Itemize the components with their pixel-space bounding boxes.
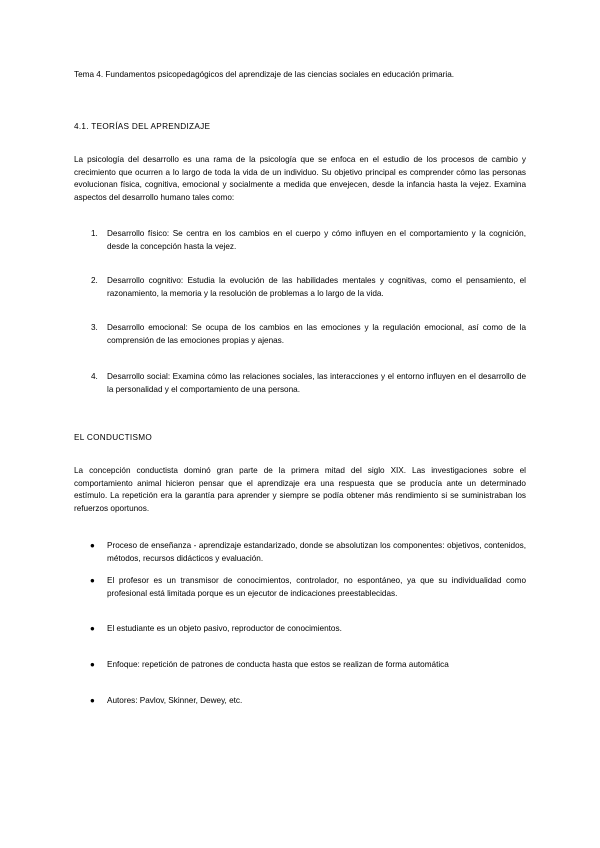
- section-heading-teorias: 4.1. TEORÍAS DEL APRENDIZAJE: [74, 122, 211, 131]
- conductismo-paragraph: La concepción conductista dominó gran parte de la primera mitad del siglo XIX. Las investigaciones sobre el comportamiento animal hicieron pensar que el aprendizaje era una respuesta que se producía ante un determinado estímulo. La repetición era la garantía para aprender y siempre se podía obtener más rendimiento si se suministraban los refuerzos oportunos.: [74, 466, 526, 514]
- bullet-item-estudiante: El estudiante es un objeto pasivo, reproductor de conocimientos.: [107, 624, 342, 633]
- list-item-number: 4.: [91, 372, 98, 381]
- section-heading-conductismo: EL CONDUCTISMO: [74, 433, 153, 442]
- bullet-item-profesor: El profesor es un transmisor de conocimientos, controlador, no espontáneo, ya que su individualidad como profesional está limitada porque es un ejecutor de indicaciones preestablecidas.: [107, 576, 526, 598]
- list-item-number: 2.: [91, 276, 98, 285]
- bullet-item-autores: Autores: Pavlov, Skinner, Dewey, etc.: [107, 696, 243, 705]
- list-item-desarrollo-fisico: Desarrollo físico: Se centra en los cambios en el cuerpo y cómo influyen en el comportamiento y la cognición, desde la concepción hasta la vejez.: [107, 229, 526, 251]
- list-item-number: 3.: [91, 323, 98, 332]
- bullet-icon: ●: [90, 696, 95, 705]
- bullet-icon: ●: [90, 660, 95, 669]
- list-item-desarrollo-cognitivo: Desarrollo cognitivo: Estudia la evolución de las habilidades mentales y cognitivas, como el pensamiento, el razonamiento, la memoria y la resolución de problemas a lo largo de la vida.: [107, 276, 526, 298]
- document-title: Tema 4. Fundamentos psicopedagógicos del aprendizaje de las ciencias sociales en educación primaria.: [74, 70, 455, 79]
- list-item-desarrollo-social: Desarrollo social: Examina cómo las relaciones sociales, las interacciones y el entorno influyen en el desarrollo de la personalidad y el comportamiento de una persona.: [107, 372, 526, 394]
- intro-paragraph: La psicología del desarrollo es una rama de la psicología que se enfoca en el estudio de los procesos de cambio y crecimiento que ocurren a lo largo de toda la vida de un individuo. Su objetivo principal es comprender cómo las personas evolucionan física, cognitiva, emocional y socialmente a medida que envejecen, desde la infancia hasta la vejez. Examina aspectos del desarrollo humano tales como:: [74, 155, 526, 203]
- bullet-icon: ●: [90, 576, 95, 585]
- bullet-item-proceso: Proceso de enseñanza - aprendizaje estandarizado, donde se absolutizan los componentes: objetivos, contenidos, métodos, recursos didácticos y evaluación.: [107, 541, 526, 563]
- bullet-icon: ●: [90, 624, 95, 633]
- list-item-number: 1.: [91, 229, 98, 238]
- list-item-desarrollo-emocional: Desarrollo emocional: Se ocupa de los cambios en las emociones y la regulación emocional, así como de la comprensión de las emociones propias y ajenas.: [107, 323, 526, 345]
- bullet-item-enfoque: Enfoque: repetición de patrones de conducta hasta que estos se realizan de forma automática: [107, 660, 449, 669]
- bullet-icon: ●: [90, 541, 95, 550]
